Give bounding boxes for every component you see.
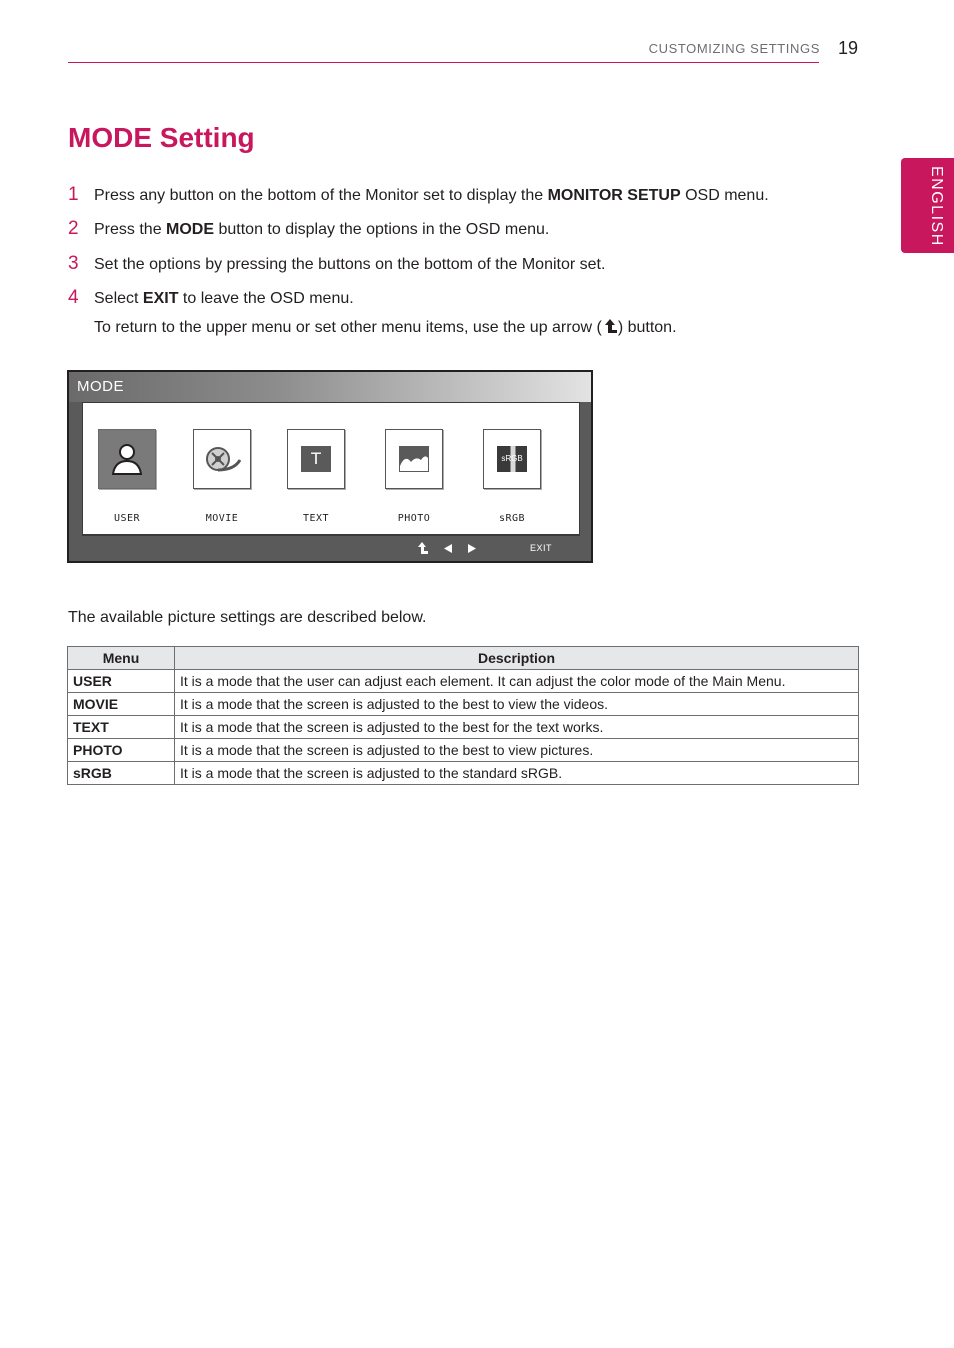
osd-item-user[interactable] xyxy=(98,429,156,524)
osd-button-bar xyxy=(82,535,580,560)
table-header-row xyxy=(68,647,859,670)
step-number: 2 xyxy=(68,218,79,239)
text-glyph: T xyxy=(301,446,331,472)
film-reel-icon xyxy=(193,429,251,489)
step-number: 4 xyxy=(68,287,79,308)
mode-name: USER xyxy=(68,670,175,693)
user-icon xyxy=(98,429,156,489)
step-text: Select EXIT to leave the OSD menu. xyxy=(94,290,354,307)
exit-button[interactable]: EXIT xyxy=(530,543,553,553)
header-divider xyxy=(68,62,819,63)
table-row xyxy=(68,693,859,716)
mode-description: It is a mode that the screen is adjusted to the best for the text works. xyxy=(175,716,859,739)
osd-title: MODE xyxy=(77,378,124,395)
settings-intro: The available picture settings are described below. xyxy=(68,609,427,626)
mode-description: It is a mode that the screen is adjusted to the standard sRGB. xyxy=(175,762,859,785)
language-tab-label: ENGLISH xyxy=(928,166,945,247)
osd-item-label: USER xyxy=(113,513,141,524)
osd-item-label: sRGB xyxy=(498,513,526,524)
osd-item-movie[interactable] xyxy=(193,429,251,524)
mode-name: PHOTO xyxy=(68,739,175,762)
mode-name: TEXT xyxy=(68,716,175,739)
language-tab xyxy=(901,158,954,253)
mode-description: It is a mode that the screen is adjusted to the best to view the videos. xyxy=(175,693,859,716)
step-text: Press any button on the bottom of the Monitor set to display the MONITOR SETUP OSD menu. xyxy=(94,187,769,204)
osd-options-panel xyxy=(82,402,580,535)
table-row xyxy=(68,670,859,693)
mode-name: sRGB xyxy=(68,762,175,785)
page-number: 19 xyxy=(838,38,859,58)
text-icon xyxy=(287,429,345,489)
step-text: Press the MODE button to display the options in the OSD menu. xyxy=(94,221,550,238)
osd-item-srgb[interactable] xyxy=(483,429,541,524)
running-header: CUSTOMIZING SETTINGS xyxy=(648,41,820,56)
page-title: MODE Setting xyxy=(68,122,255,153)
osd-item-photo[interactable] xyxy=(385,429,443,524)
step-number: 3 xyxy=(68,253,79,274)
mode-description-table xyxy=(67,646,859,785)
up-arrow-icon xyxy=(602,317,618,335)
column-header-description: Description xyxy=(175,647,859,670)
column-header-menu: Menu xyxy=(68,647,175,670)
osd-item-text[interactable] xyxy=(287,429,345,524)
table-row xyxy=(68,716,859,739)
osd-mode-menu xyxy=(67,370,593,563)
osd-title-bar xyxy=(69,372,591,402)
table-row xyxy=(68,739,859,762)
photo-icon xyxy=(385,429,443,489)
step-text: Set the options by pressing the buttons on the bottom of the Monitor set. xyxy=(94,256,606,273)
osd-item-label: TEXT xyxy=(302,513,330,524)
mode-description: It is a mode that the screen is adjusted to the best to view pictures. xyxy=(175,739,859,762)
right-arrow-icon[interactable] xyxy=(468,544,476,553)
srgb-glyph: sRGB xyxy=(501,454,523,463)
mode-description: It is a mode that the user can adjust each element. It can adjust the color mode of the Main Menu. xyxy=(175,670,859,693)
srgb-icon xyxy=(483,429,541,489)
up-arrow-note: To return to the upper menu or set other menu items, use the up arrow ( ) button. xyxy=(94,319,677,336)
step-number: 1 xyxy=(68,184,79,205)
osd-item-label: PHOTO xyxy=(397,513,431,524)
table-row xyxy=(68,762,859,785)
left-arrow-icon[interactable] xyxy=(444,544,452,553)
up-arrow-icon[interactable] xyxy=(416,541,430,555)
mode-name: MOVIE xyxy=(68,693,175,716)
osd-item-label: MOVIE xyxy=(205,513,239,524)
